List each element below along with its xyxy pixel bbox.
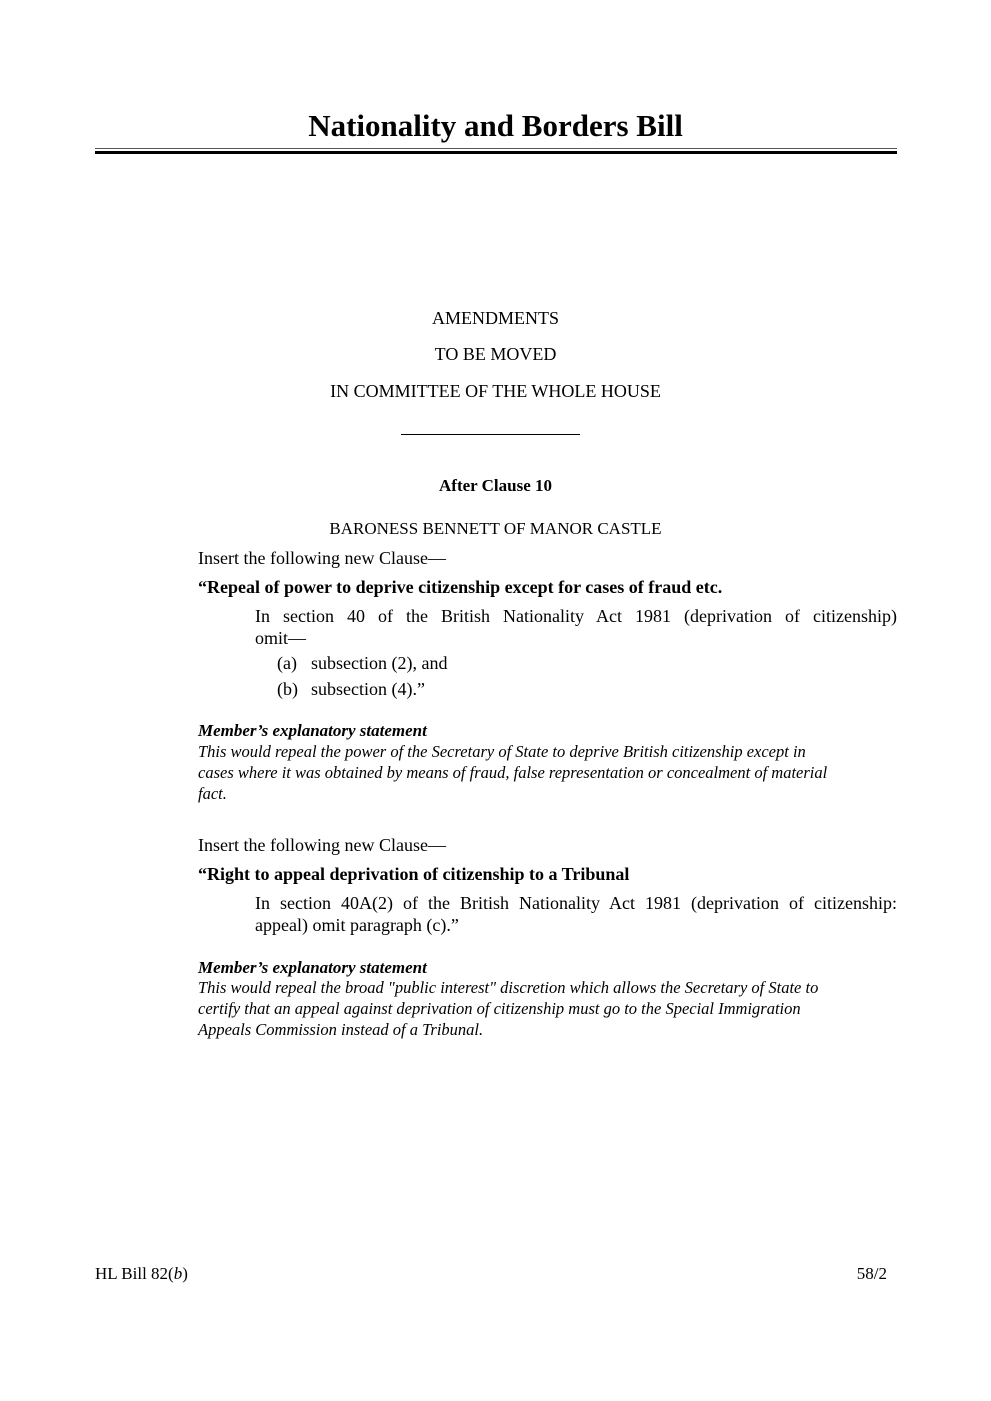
bill-letter: b [173, 1264, 183, 1283]
title-rule-thick [95, 151, 897, 154]
page-reference: 58/2 [856, 1264, 887, 1283]
clause-body: appeal) omit paragraph (c).” [255, 915, 459, 935]
statement-heading: Member’s explanatory statement [198, 958, 427, 977]
section-heading: After Clause 10 [439, 476, 552, 495]
item-text: subsection (4).” [311, 679, 425, 699]
statement-text: certify that an appeal against deprivation of citizenship must go to the Special Immigration [198, 999, 801, 1018]
member-name: BARONESS BENNETT OF MANOR CASTLE [329, 519, 662, 538]
bill-suffix: ) [182, 1264, 188, 1283]
statement-heading: Member’s explanatory statement [198, 721, 427, 740]
title-rule-thin [95, 148, 897, 149]
statement-text: Appeals Commission instead of a Tribunal. [198, 1020, 484, 1039]
item-label: (b) [277, 679, 298, 699]
clause-body: In section 40 of the British Nationality Act 1981 (deprivation of citizenship) [255, 606, 897, 626]
page-title: Nationality and Borders Bill [308, 108, 683, 143]
statement-text: cases where it was obtained by means of fraud, false representation or concealment of material [198, 763, 828, 782]
clause-body: omit— [255, 628, 307, 648]
item-label: (a) [277, 653, 297, 673]
clause-title: “Repeal of power to deprive citizenship except for cases of fraud etc. [198, 577, 723, 597]
separator-rule [401, 434, 580, 435]
statement-text: This would repeal the broad "public interest" discretion which allows the Secretary of State to [198, 978, 819, 997]
heading-line: TO BE MOVED [434, 344, 557, 364]
clause-body: In section 40A(2) of the British Nationality Act 1981 (deprivation of citizenship: [255, 893, 897, 913]
statement-text: fact. [198, 784, 227, 803]
heading-line: AMENDMENTS [431, 308, 559, 328]
amendment-intro: Insert the following new Clause— [198, 835, 446, 855]
clause-title: “Right to appeal deprivation of citizenship to a Tribunal [198, 864, 630, 884]
heading-line: IN COMMITTEE OF THE WHOLE HOUSE [330, 381, 661, 401]
item-text: subsection (2), and [311, 653, 448, 673]
amendment-intro: Insert the following new Clause— [198, 548, 446, 568]
bill-prefix: HL Bill 82( [95, 1264, 174, 1283]
bill-number [95, 1263, 188, 1285]
statement-text: This would repeal the power of the Secretary of State to deprive British citizenship except in [198, 742, 806, 761]
